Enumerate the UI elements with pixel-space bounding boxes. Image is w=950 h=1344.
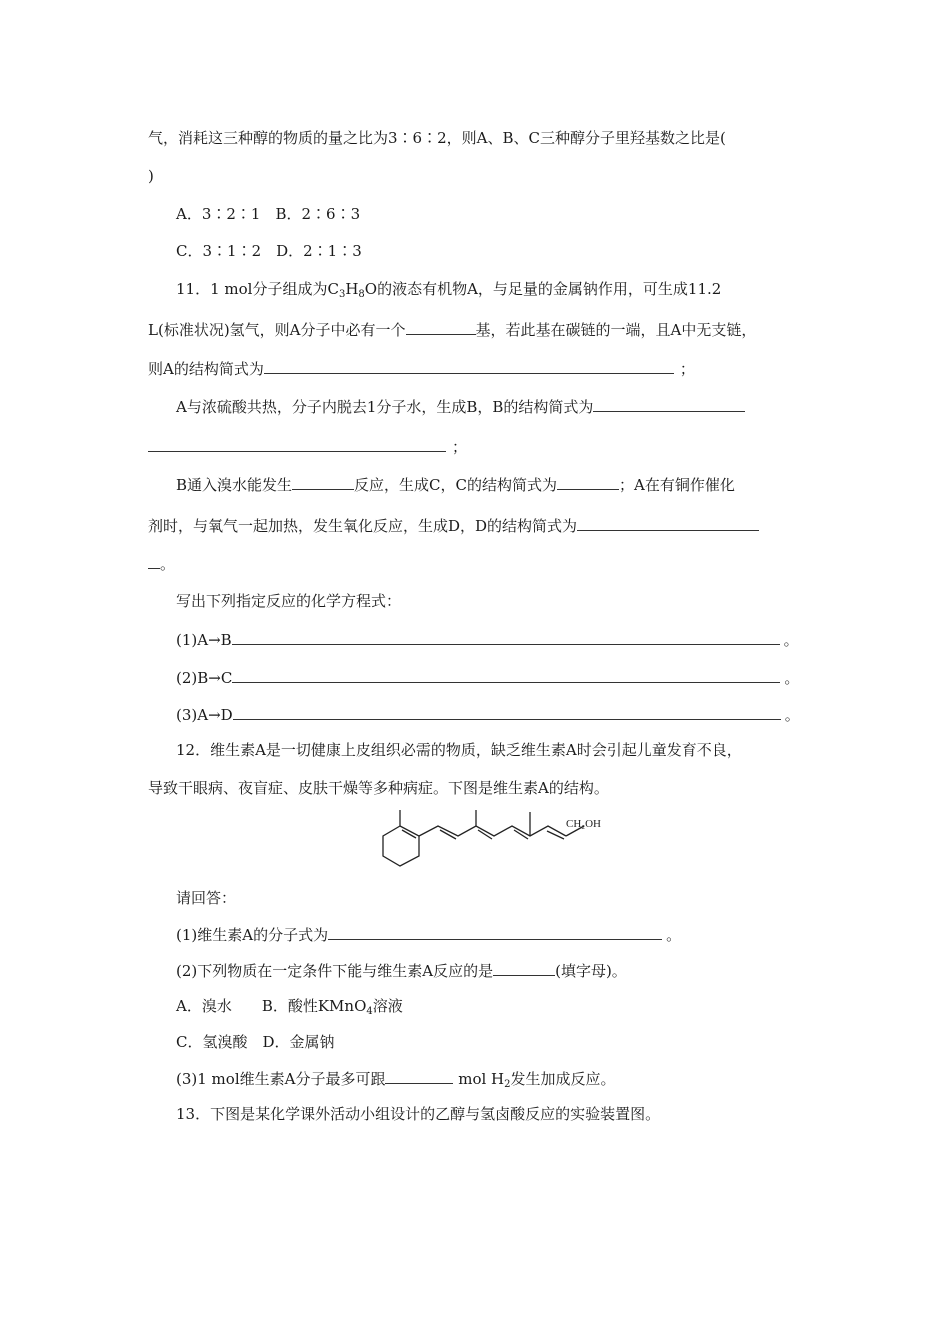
q10-text-line: 气，消耗这三种醇的物质的量之比为3∶6∶2，则A、B、C三种醇分子里羟基数之比是( [148,129,726,147]
answer-blank[interactable] [493,960,555,976]
answer-blank[interactable] [406,319,476,335]
answer-blank[interactable] [232,667,780,683]
q10-options-row2: C．3∶1∶2 D．2∶1∶3 [176,242,362,260]
ch2oh-label: CH₂OH [566,818,602,830]
q12-line2: 导致干眼病、夜盲症、皮肤干燥等多种病症。下图是维生素A的结构。 [148,779,609,797]
q12-sub3: (3)1 mol维生素A分子最多可跟 mol $H_2$发生加成反应。 [176,1070,616,1090]
q11-line6: B通入溴水能发生 反应，生成C，C的结构简式为 ；A在有铜作催化 [176,476,735,494]
answer-blank[interactable] [328,924,662,940]
answer-blank[interactable] [577,515,759,531]
q12-options-cd: C．氢溴酸 D．金属钠 [176,1033,335,1051]
answer-blank[interactable] [557,474,619,490]
q11-line4: A与浓硫酸共热，分子内脱去1分子水，生成B，B的结构简式为 [176,396,745,417]
q11-eq3: (3)A→D 。 [176,706,800,724]
q12-line1: 12．维生素A是一切健康上皮组织必需的物质，缺乏维生素A时会引起儿童发育不良， [176,741,742,759]
answer-blank[interactable] [292,474,354,490]
q12-ask: 请回答： [176,889,237,907]
answer-blank[interactable] [232,629,780,645]
q11-line2: L(标准状况)氢气，则A分子中必有一个 基，若此基在碳链的一端，且A中无支链， [148,321,757,339]
vitamin-a-structure [378,806,610,872]
q11-line7: 剂时，与氧气一起加热，发生氧化反应，生成D，D的结构简式为 [148,515,759,536]
answer-blank[interactable] [233,704,781,720]
q11-line8: 。 [148,553,175,574]
q11-eq1: (1)A→B 。 [176,631,799,649]
q11-line3: 则A的结构简式为 ； [148,360,695,378]
q11-line1: 11．1 mol分子组成为$C_3H_8O$的液态有机物A，与足量的金属钠作用，可生成11.2 [176,280,722,300]
answer-blank[interactable] [264,358,674,374]
q10-options-row1: A．3∶2∶1 B．2∶6∶3 [176,205,361,223]
q11-eq2: (2)B→C 。 [176,669,800,687]
q12-sub1: (1)维生素A的分子式为 。 [176,926,682,944]
q12-sub2: (2)下列物质在一定条件下能与维生素A反应的是 (填字母)。 [176,962,627,980]
q13-line1: 13．下图是某化学课外活动小组设计的乙醇与氢卤酸反应的实验装置图。 [176,1105,661,1123]
q12-options-ab: A．溴水 B．酸性KMnO$_4$溶液 [176,997,403,1017]
answer-blank[interactable] [385,1068,453,1084]
answer-blank[interactable] [148,436,446,452]
q11-line5: ； [148,436,467,457]
answer-blank[interactable] [593,396,745,412]
q11-line9: 写出下列指定反应的化学方程式： [176,592,402,610]
answer-blank[interactable] [148,553,160,569]
q10-paren-close: ) [148,167,154,185]
